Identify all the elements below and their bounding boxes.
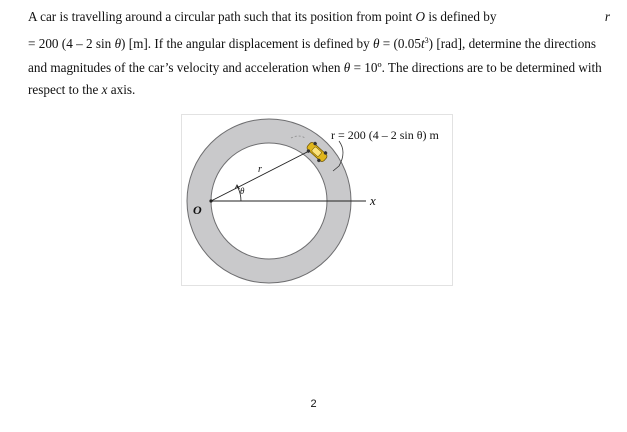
exponent: 3 [424, 36, 429, 45]
problem-line-4 [28, 82, 135, 98]
text-segment: axis. [107, 82, 136, 97]
circular-path-figure [181, 114, 453, 286]
problem-line-2 [28, 36, 596, 52]
theta-symbol: θ [373, 36, 380, 51]
text-segment: ) [rad], determine the directions [428, 36, 597, 51]
page-number: 2 [310, 398, 317, 410]
theta-symbol: θ [114, 36, 122, 51]
point-o-symbol: O [415, 9, 426, 24]
equation-label: r = 200 (4 – 2 sin θ) m [331, 128, 439, 142]
origin-point [209, 199, 212, 202]
r-label: r [258, 164, 262, 175]
x-variable: x [101, 82, 108, 97]
origin-label: O [193, 203, 202, 217]
text-segment: = (0.05 [379, 36, 421, 51]
text-segment: = 200 (4 – 2 sin [28, 36, 115, 51]
text-segment: = 10º. The directions are to be determined with [350, 60, 602, 75]
r-variable: r [604, 9, 610, 24]
figure-svg [181, 114, 453, 286]
theta-symbol: θ [343, 60, 351, 75]
t-variable: t [421, 36, 425, 51]
text-segment: A car is travelling around a circular path such that its position from point [28, 9, 416, 24]
problem-line-1 [28, 9, 610, 25]
text-segment: is defined by [425, 9, 497, 24]
text-segment: respect to the [28, 82, 102, 97]
problem-line-3 [28, 60, 602, 76]
theta-label: θ [240, 186, 245, 196]
text-segment: ) [m]. If the angular displacement is defined by [121, 36, 373, 51]
x-axis-label: x [370, 193, 376, 208]
text-segment: and magnitudes of the car’s velocity and acceleration when [28, 60, 344, 75]
